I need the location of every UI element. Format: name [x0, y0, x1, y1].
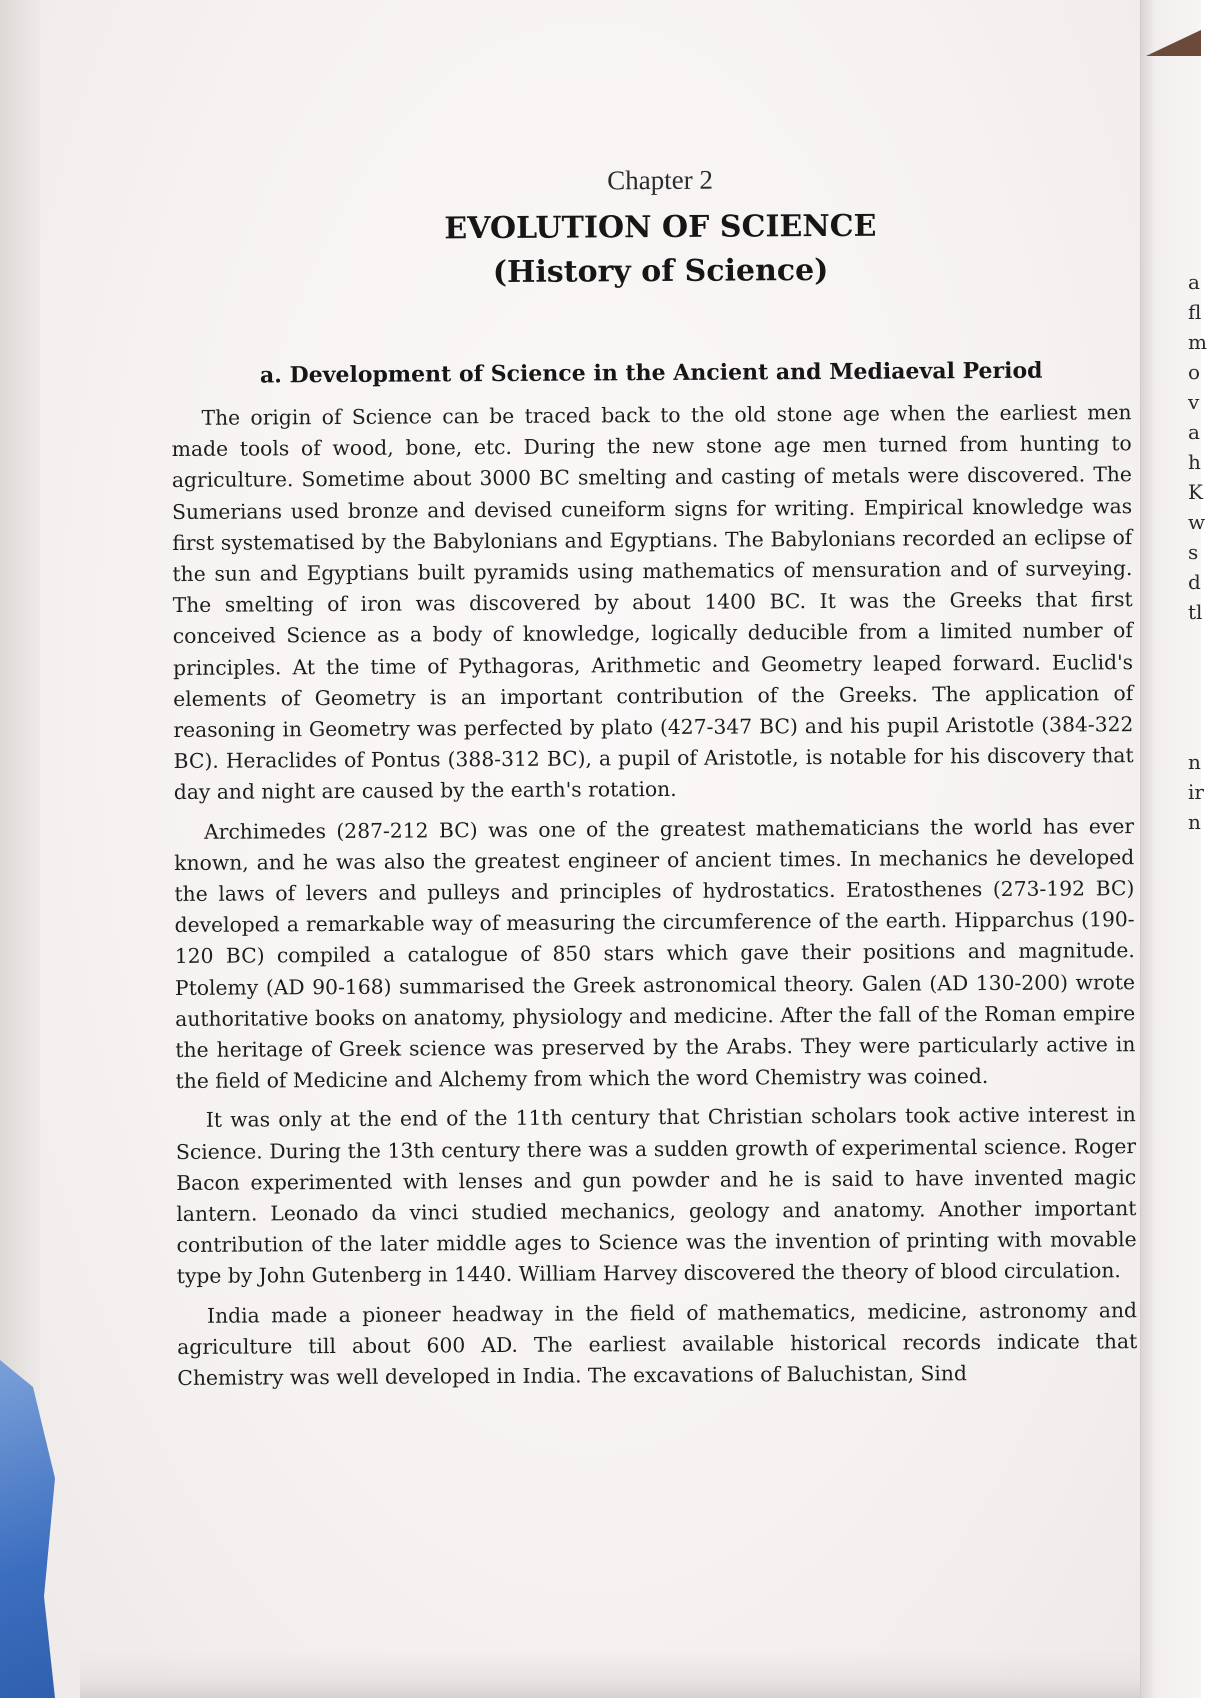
adjacent-line: v	[1188, 390, 1200, 414]
adjacent-line: m	[1188, 330, 1207, 354]
adjacent-line: w	[1188, 510, 1206, 534]
adjacent-gap	[1188, 630, 1200, 750]
bottom-page-edge	[80, 1650, 1140, 1698]
chapter-subtitle: (History of Science)	[492, 252, 829, 291]
section-heading: a. Development of Science in the Ancient and Mediaeval Period	[259, 357, 1043, 389]
adjacent-page-text	[1188, 270, 1207, 840]
adjacent-line: tl	[1188, 600, 1203, 624]
body-paragraph: Archimedes (287-212 BC) was one of the greatest mathematicians the world has ever known, and he was also the greatest engineer of ancient times. In mechanics he developed the laws of levers and pulleys and principles of hydrostatics. Eratosthenes (273-192 BC) developed a remarkable way of measuring the circumference of the earth. Hipparchus (190-120 BC) compiled a catalogue of 850 stars which gave their positions and magnitude. Ptolemy (AD 90-168) summarised the Greek astronomical theory. Galen (AD 130-200) wrote authoritative books on anatomy, physiology and medicine. After the fall of the Roman empire the heritage of Greek science was preserved by the Arabs. They were particularly active in the field of Medicine and Alchemy from which the word Chemistry was coined.	[174, 813, 1136, 1094]
adjacent-line: d	[1188, 570, 1201, 594]
adjacent-line: ir	[1188, 780, 1204, 804]
adjacent-line: h	[1188, 450, 1201, 474]
body-paragraph: India made a pioneer headway in the field of mathematics, medicine, astronomy and agriculture till about 600 AD. The earliest available historical records indicate that Chemistry was well developed in India. The excavations of Baluchistan, Sind	[177, 1297, 1138, 1391]
adjacent-page-edge	[1140, 0, 1207, 1698]
adjacent-line: o	[1188, 360, 1201, 384]
adjacent-line: fl	[1188, 300, 1202, 324]
adjacent-line: n	[1188, 750, 1201, 774]
page-content	[170, 162, 1138, 1402]
adjacent-line: K	[1188, 480, 1203, 504]
chapter-label: Chapter 2	[607, 164, 714, 196]
chapter-title: EVOLUTION OF SCIENCE	[444, 208, 877, 247]
page-fold-corner	[1146, 30, 1201, 56]
adjacent-line: n	[1188, 810, 1201, 834]
body-paragraph: The origin of Science can be traced back to the old stone age when the earliest men made tools of wood, bone, etc. During the new stone age men turned from hunting to agriculture. Sometime about 3000 BC smelting and casting of metals were discovered. The Sumerians used bronze and devised cuneiform signs for writing. Empirical knowledge was first systematised by the Babylonians and Egyptians. The Babylonians recorded an eclipse of the sun and Egyptians built pyramids using mathematics of mensuration and of surveying. The smelting of iron was discovered by about 1400 BC. It was the Greeks that first conceived Science as a body of knowledge, logically deducible from a limited number of principles. At the time of Pythagoras, Arithmetic and Geometry leaped forward. Euclid's elements of Geometry is an important contribution of the Greeks. The application of reasoning in Geometry was perfected by plato (427-347 BC) and his pupil Aristotle (384-322 BC). Heraclides of Pontus (388-312 BC), a pupil of Aristotle, is notable for his discovery that day and night are caused by the earth's rotation.	[171, 400, 1134, 805]
body-paragraph: It was only at the end of the 11th century that Christian scholars took active interest in Science. During the 13th century there was a sudden growth of experimental science. Roger Bacon experimented with lenses and gun powder and he is said to have invented magic lantern. Leonado da vinci studied mechanics, geology and anatomy. Another important contribution of the later middle ages to Science was the invention of printing with movable type by John Gutenberg in 1440. William Harvey discovered the theory of blood circulation.	[175, 1102, 1137, 1289]
adjacent-line: a	[1188, 270, 1200, 294]
adjacent-line: a	[1188, 420, 1200, 444]
adjacent-line: s	[1188, 540, 1199, 564]
